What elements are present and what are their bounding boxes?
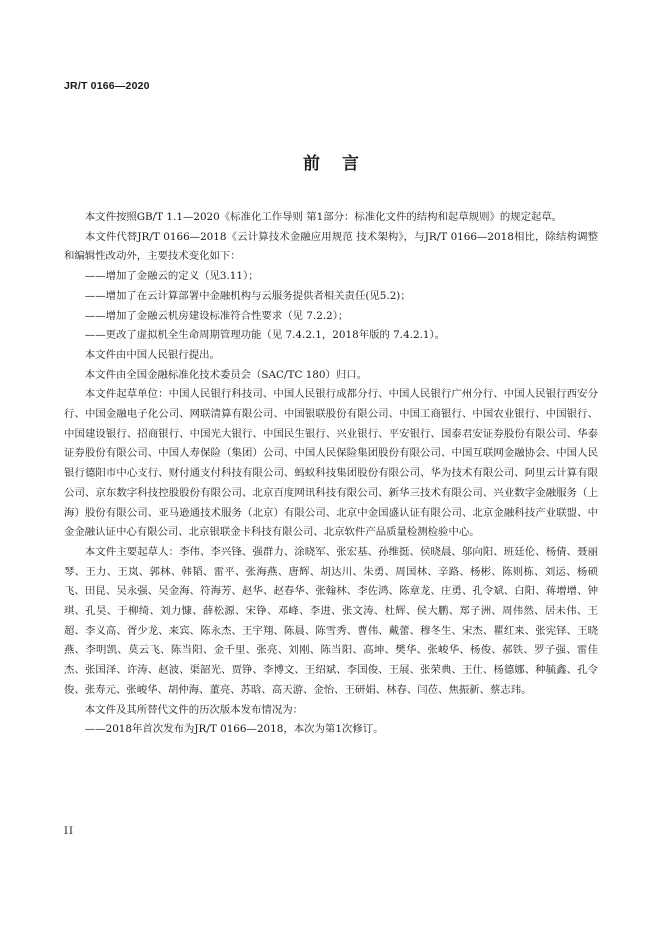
page-number: II: [64, 826, 74, 837]
document-code-header: JR/T 0166—2020: [64, 80, 150, 92]
change-item: ——更改了虚拟机全生命周期管理功能（见 7.4.2.1，2018年版的 7.4.2.1）。: [84, 329, 446, 342]
paragraph-committee: 本文件由全国金融标准化技术委员会（SAC/TC 180）归口。: [84, 368, 368, 381]
paragraph-proposer: 本文件由中国人民银行提出。: [84, 348, 220, 361]
change-item: ——增加了金融云的定义（见3.11）；: [84, 270, 259, 283]
paragraph-history-intro: 本文件及其所替代文件的历次版本发布情况为：: [84, 703, 303, 716]
section-title: 前言: [303, 154, 381, 174]
history-item: ——2018年首次发布为JR/T 0166—2018，本次为第1次修订。: [84, 723, 384, 736]
paragraph-drafting-units: 本文件起草单位：中国人民银行科技司、中国人民银行成都分行、中国人民银行广州分行、中国人民银行西安分行、中国金融电子化公司、网联清算有限公司、中国银联股份有限公司、中国工商银行、中国农业银行、中国银行、中国建设银行、招商银行、中国光大银行、中国民生银行、兴业银行、平安银行、国泰君安证券股份有限公司、华泰证券股份有限公司、中国人寿保险（集团）公司、中国人民保险集团股份有限公司、中国互联网金融协会、中国人民银行德阳市中心支行、财付通支付科技有限公司、蚂蚁科技集团股份有限公司、华为技术有限公司、阿里云计算有限公司、京东数字科技控股股份有限公司、北京百度网讯科技有限公司、新华三技术有限公司、兴业数字金融服务（上海）股份有限公司、亚马逊通技术服务（北京）有限公司、北京中金国盛认证有限公司、北京金融科技产业联盟、中金金融认证中心有限公司、北京银联金卡科技有限公司、北京软件产品质量检测检验中心。: [64, 388, 598, 539]
foreword-body: [64, 208, 598, 740]
paragraph-drafters: 本文件主要起草人：李伟、李兴锋、强群力、涂晓军、张宏基、孙维挺、侯晓晨、邬向阳、班廷伦、杨倩、聂丽琴、王力、王岚、郭林、韩韬、雷平、张海燕、唐辉、胡达川、朱勇、周国林、辛路、杨彬、陈则栋、刘运、杨硕飞、田昆、吴永强、吴金海、符海芳、赵华、赵春华、张翰林、李佐鸿、陈章龙、庄勇、孔令斌、白阳、蒋增增、钟琪、孔昊、于柳绮、刘力慷、薛松源、宋铮、邓峰、李进、张文涛、杜辉、侯大鹏、郑子洲、周伟然、居未伟、王超、李义高、胥少龙、来宾、陈永杰、王宇翔、陈晨、陈雪秀、曹伟、戴蕾、穆冬生、宋杰、瞿红来、张宪铎、王晓燕、李明凯、莫云飞、陈当阳、金千里、张亮、刘刚、陈当阳、高坤、樊华、张峻华、杨俊、郝铁、罗子强、雷佳杰、张国泽、许涛、赵波、渠韶光、贾铮、李博文、王绍斌、李国俊、王展、张荣典、王仕、杨德娜、种毓鑫、孔令俊、张寿元、张峻华、胡仲海、董亮、苏晗、高天游、金怡、王研娟、林春、闫莅、焦振新、蔡志玮。: [64, 545, 598, 696]
change-item: ——增加了金融云机房建设标准符合性要求（见 7.2.2）；: [84, 309, 349, 322]
change-item: ——增加了在云计算部署中金融机构与云服务提供者相关责任(见5.2)；: [84, 289, 411, 302]
paragraph-replacement-note: 本文件代替JR/T 0166—2018《云计算技术金融应用规范 技术架构》，与JR/T 0166—2018相比，除结构调整和编辑性改动外，主要技术变化如下：: [64, 230, 598, 263]
paragraph-standard-basis: 本文件按照GB/T 1.1—2020《标准化工作导则 第1部分：标准化文件的结构和起草规则》的规定起草。: [84, 211, 563, 223]
